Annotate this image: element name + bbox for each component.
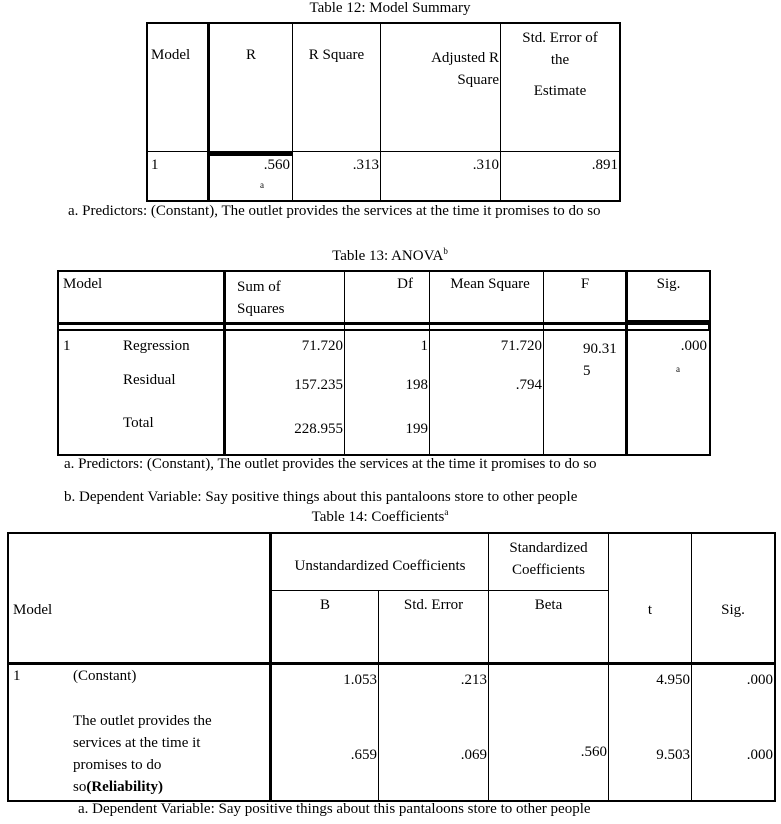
table13-cell-regression-df: 1 <box>420 338 428 354</box>
table13-caption: Table 13: ANOVA$^b$ <box>332 246 448 264</box>
table12-header-adjusted-r-square: Adjusted R Square <box>431 50 499 88</box>
table12-header-std-error: Std. Error of the Estimate <box>522 30 598 99</box>
table13-cell-regression-sum-sq: 71.720 <box>301 338 343 354</box>
table13-cell-residual-sum-sq: 157.235 <box>294 377 343 393</box>
table13-header-f: F <box>580 276 590 292</box>
table13-note-a: a. Predictors: (Constant), The outlet provides the services at the time it promises to do so <box>64 456 597 472</box>
table14-header-std-error: Std. Error <box>403 597 464 613</box>
table14-cell-model: 1 <box>13 668 21 684</box>
table14-cell-constant-t: 4.950 <box>656 672 690 688</box>
table14-header-beta: Beta <box>534 597 563 613</box>
table14-row-label-reliability: The outlet provides the services at the time it promises to do so(Reliability) <box>73 713 212 795</box>
table12-cell-r: .560 <box>263 157 290 173</box>
table14 <box>7 532 776 802</box>
table14-cell-constant-b: 1.053 <box>343 672 377 688</box>
table13-cell-total-sum-sq: 228.955 <box>294 421 343 437</box>
table13-cell-model: 1 <box>63 338 71 354</box>
table14-cell-reliability-sig: .000 <box>746 747 773 763</box>
table13-header-sum-of-squares: Sum of Squares <box>237 279 285 317</box>
table14-cell-reliability-t: 9.503 <box>656 747 690 763</box>
table12-header-r: R <box>245 47 256 63</box>
table13-caption-sup: b <box>443 246 448 256</box>
table13-note-b: b. Dependent Variable: Say positive things about this pantaloons store to other people <box>64 489 578 505</box>
table12-cell-r-square: .313 <box>352 157 379 173</box>
table14-cell-reliability-b: .659 <box>350 747 377 763</box>
table14-cell-constant-sig: .000 <box>746 672 773 688</box>
table14-header-b: B <box>319 597 330 613</box>
table12-cell-r-footnote: a <box>260 180 264 190</box>
table13-row-label-regression: Regression <box>123 338 190 354</box>
table12-caption: Table 12: Model Summary <box>309 0 471 16</box>
table13-cell-regression-sig-footnote: a <box>676 364 680 374</box>
table14-cell-reliability-beta: .560 <box>580 744 607 760</box>
table12-header-model: Model <box>151 47 191 63</box>
table14-header-model: Model <box>13 602 53 618</box>
table13-header-sig: Sig. <box>656 276 681 292</box>
table14-header-sig: Sig. <box>721 602 745 618</box>
table13-cell-regression-f: 90.31 5 <box>583 341 617 379</box>
table14-row-label-constant: (Constant) <box>73 668 137 684</box>
table12-cell-model: 1 <box>151 157 159 173</box>
table12-header-r-square: R Square <box>308 47 365 63</box>
table13-cell-residual-df: 198 <box>405 377 428 393</box>
table13-cell-total-df: 199 <box>405 421 428 437</box>
table12-note: a. Predictors: (Constant), The outlet provides the services at the time it promises to do so <box>68 203 601 219</box>
table14-header-standardized: Standardized Coefficients <box>509 540 588 578</box>
table14-header-unstandardized: Unstandardized Coefficients <box>294 558 466 574</box>
table13-cell-regression-mean-sq: 71.720 <box>500 338 542 354</box>
table13-header-model: Model <box>63 276 103 292</box>
table14-header-t: t <box>647 602 653 618</box>
table14-cell-constant-std-error: .213 <box>460 672 487 688</box>
table14-cell-reliability-std-error: .069 <box>460 747 487 763</box>
table13-row-label-total: Total <box>123 415 154 431</box>
table13 <box>57 270 711 456</box>
table13-cell-regression-sig: .000 <box>680 338 707 354</box>
table13-header-df: Df <box>397 276 413 292</box>
table13-header-mean-square: Mean Square <box>450 276 530 292</box>
table13-cell-residual-mean-sq: .794 <box>515 377 542 393</box>
table14-caption: Table 14: Coefficients$^a$ <box>311 507 449 525</box>
table13-row-label-residual: Residual <box>123 372 176 388</box>
table12-cell-adjusted-r-square: .310 <box>472 157 499 173</box>
table12-cell-std-error: .891 <box>591 157 618 173</box>
table14-note: a. Dependent Variable: Say positive things about this pantaloons store to other people <box>78 801 591 817</box>
table12 <box>146 22 621 202</box>
table14-caption-sup: a <box>444 507 449 517</box>
